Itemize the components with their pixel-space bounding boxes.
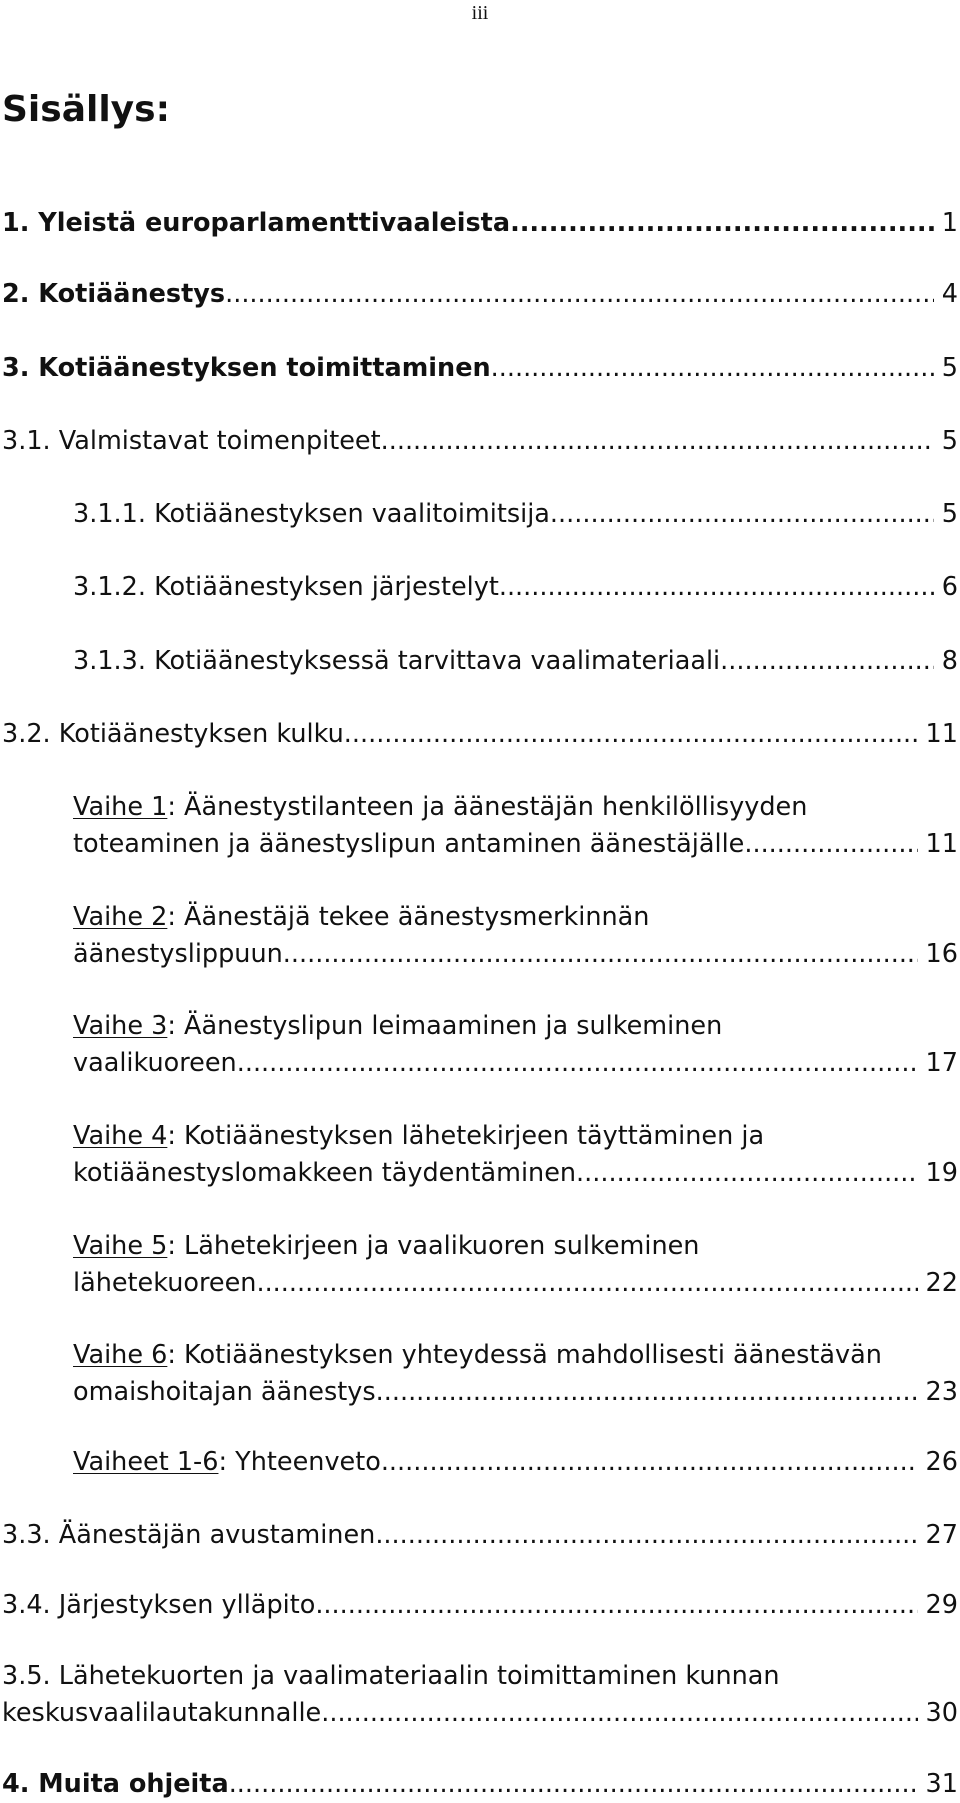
toc-entry-text-line1: : Äänestäjä tekee äänestysmerkinnän — [167, 902, 650, 932]
toc-entry-text-line2: toteaminen ja äänestyslipun antaminen äänestäjälle — [73, 829, 745, 859]
toc-entry-text-line2: äänestyslippuun — [73, 939, 283, 969]
toc-entry-page: 29 — [925, 1590, 958, 1620]
toc-entry-text: 3.2. Kotiäänestyksen kulku — [2, 719, 344, 749]
toc-entry-text: 3.3. Äänestäjän avustaminen — [2, 1520, 376, 1550]
toc-entry-text: 3.1. Valmistavat toimenpiteet — [2, 426, 381, 456]
dot-leader — [376, 1374, 918, 1411]
toc-entry-2[interactable] — [2, 276, 958, 313]
toc-entry-text-line2: omaishoitajan äänestys — [73, 1377, 376, 1407]
toc-entry-3-1-1[interactable] — [73, 496, 958, 533]
dot-leader — [237, 1045, 918, 1082]
dot-leader — [491, 350, 934, 387]
dot-leader — [510, 205, 934, 242]
toc-entry-page: 19 — [925, 1158, 958, 1188]
step-prefix: Vaihe 6 — [73, 1340, 168, 1370]
page-number: iii — [471, 2, 489, 24]
dot-leader — [315, 1587, 917, 1624]
dot-leader — [283, 936, 918, 973]
dot-leader — [720, 643, 934, 680]
toc-entry-text-line1: : Kotiäänestyksen yhteydessä mahdollisesti äänestävän — [167, 1340, 882, 1370]
toc-entry-page: 30 — [925, 1698, 958, 1728]
toc-entry-page: 16 — [925, 939, 958, 969]
toc-entry-page: 4 — [941, 279, 958, 309]
dot-leader — [225, 276, 934, 313]
toc-entry-page: 31 — [925, 1769, 958, 1799]
toc-entry-text-line2: kotiäänestyslomakkeen täydentäminen — [73, 1158, 577, 1188]
toc-entry-vaihe-5[interactable] — [73, 1228, 958, 1302]
dot-leader — [499, 569, 934, 606]
toc-entry-page: 1 — [941, 208, 958, 238]
toc-entry-text-line2: keskusvaalilautakunnalle — [2, 1698, 322, 1728]
toc-entry-4[interactable] — [2, 1766, 958, 1803]
toc-entry-page: 26 — [925, 1447, 958, 1477]
toc-entry-text: 2. Kotiäänestys — [2, 279, 226, 309]
toc-entry-text: 3. Kotiäänestyksen toimittaminen — [2, 353, 491, 383]
dot-leader — [576, 1155, 918, 1192]
toc-entry-text-line1: : Lähetekirjeen ja vaalikuoren sulkeminen — [167, 1231, 700, 1261]
dot-leader — [550, 496, 934, 533]
step-prefix: Vaihe 2 — [73, 902, 168, 932]
toc-entry-text-line2: vaalikuoreen — [73, 1048, 237, 1078]
dot-leader — [375, 1517, 917, 1554]
toc-entry-vaihe-3[interactable] — [73, 1008, 958, 1082]
toc-entry-text: 3.1.2. Kotiäänestyksen järjestelyt — [73, 572, 499, 602]
toc-entry-3[interactable] — [2, 350, 958, 387]
toc-entry-text: 1. Yleistä europarlamenttivaaleista — [2, 208, 511, 238]
toc-entry-page: 5 — [941, 353, 958, 383]
toc-entry-text: 3.1.1. Kotiäänestyksen vaalitoimitsija — [73, 499, 550, 529]
dot-leader — [229, 1766, 918, 1803]
toc-entry-text-line1: : Äänestyslipun leimaaminen ja sulkeminen — [167, 1011, 723, 1041]
toc-entry-3-1-2[interactable] — [73, 569, 958, 606]
toc-entry-vaihe-1[interactable] — [73, 789, 958, 863]
step-prefix: Vaiheet 1-6 — [73, 1447, 219, 1477]
dot-leader — [381, 1444, 918, 1481]
toc-entry-page: 8 — [941, 646, 958, 676]
toc-entry-text: 4. Muita ohjeita — [2, 1769, 229, 1799]
toc-entry-3-2[interactable] — [2, 716, 958, 753]
toc-entry-text: 3.1.3. Kotiäänestyksessä tarvittava vaalimateriaali — [73, 646, 721, 676]
toc-entry-1[interactable] — [2, 205, 958, 242]
toc-entry-page: 22 — [925, 1268, 958, 1298]
toc-entry-text: : Yhteenveto — [218, 1447, 381, 1477]
toc-entry-page: 27 — [925, 1520, 958, 1550]
toc-entry-text-line2: lähetekuoreen — [73, 1268, 257, 1298]
dot-leader — [321, 1695, 917, 1732]
toc-entry-page: 6 — [941, 572, 958, 602]
toc-entry-3-4[interactable] — [2, 1587, 958, 1624]
toc-entry-vaihe-4[interactable] — [73, 1118, 958, 1192]
toc-entry-3-1-3[interactable] — [73, 643, 958, 680]
toc-entry-vaihe-2[interactable] — [73, 899, 958, 973]
step-prefix: Vaihe 5 — [73, 1231, 168, 1261]
toc-entry-text-line1: 3.5. Lähetekuorten ja vaalimateriaalin toimittaminen kunnan — [2, 1661, 780, 1691]
toc-entry-3-3[interactable] — [2, 1517, 958, 1554]
toc-entry-text: 3.4. Järjestyksen ylläpito — [2, 1590, 316, 1620]
toc-entry-page: 11 — [925, 719, 958, 749]
step-prefix: Vaihe 1 — [73, 792, 168, 822]
step-prefix: Vaihe 4 — [73, 1121, 168, 1151]
dot-leader — [256, 1265, 917, 1302]
toc-entry-text-line1: : Äänestystilanteen ja äänestäjän henkilöllisyyden — [167, 792, 808, 822]
toc-entry-3-1[interactable] — [2, 423, 958, 460]
toc-entry-page: 17 — [925, 1048, 958, 1078]
toc-entry-vaihe-6[interactable] — [73, 1337, 958, 1411]
toc-entry-3-5[interactable] — [2, 1658, 958, 1732]
toc-entry-page: 5 — [941, 499, 958, 529]
dot-leader — [344, 716, 918, 753]
toc-entry-page: 5 — [941, 426, 958, 456]
dot-leader — [744, 826, 917, 863]
dot-leader — [381, 423, 934, 460]
toc-title: Sisällys: — [2, 89, 170, 130]
step-prefix: Vaihe 3 — [73, 1011, 168, 1041]
toc-entry-page: 11 — [925, 829, 958, 859]
toc-entry-page: 23 — [925, 1377, 958, 1407]
toc-entry-text-line1: : Kotiäänestyksen lähetekirjeen täyttäminen ja — [167, 1121, 765, 1151]
toc-entry-vaiheet-summary[interactable] — [73, 1444, 958, 1481]
